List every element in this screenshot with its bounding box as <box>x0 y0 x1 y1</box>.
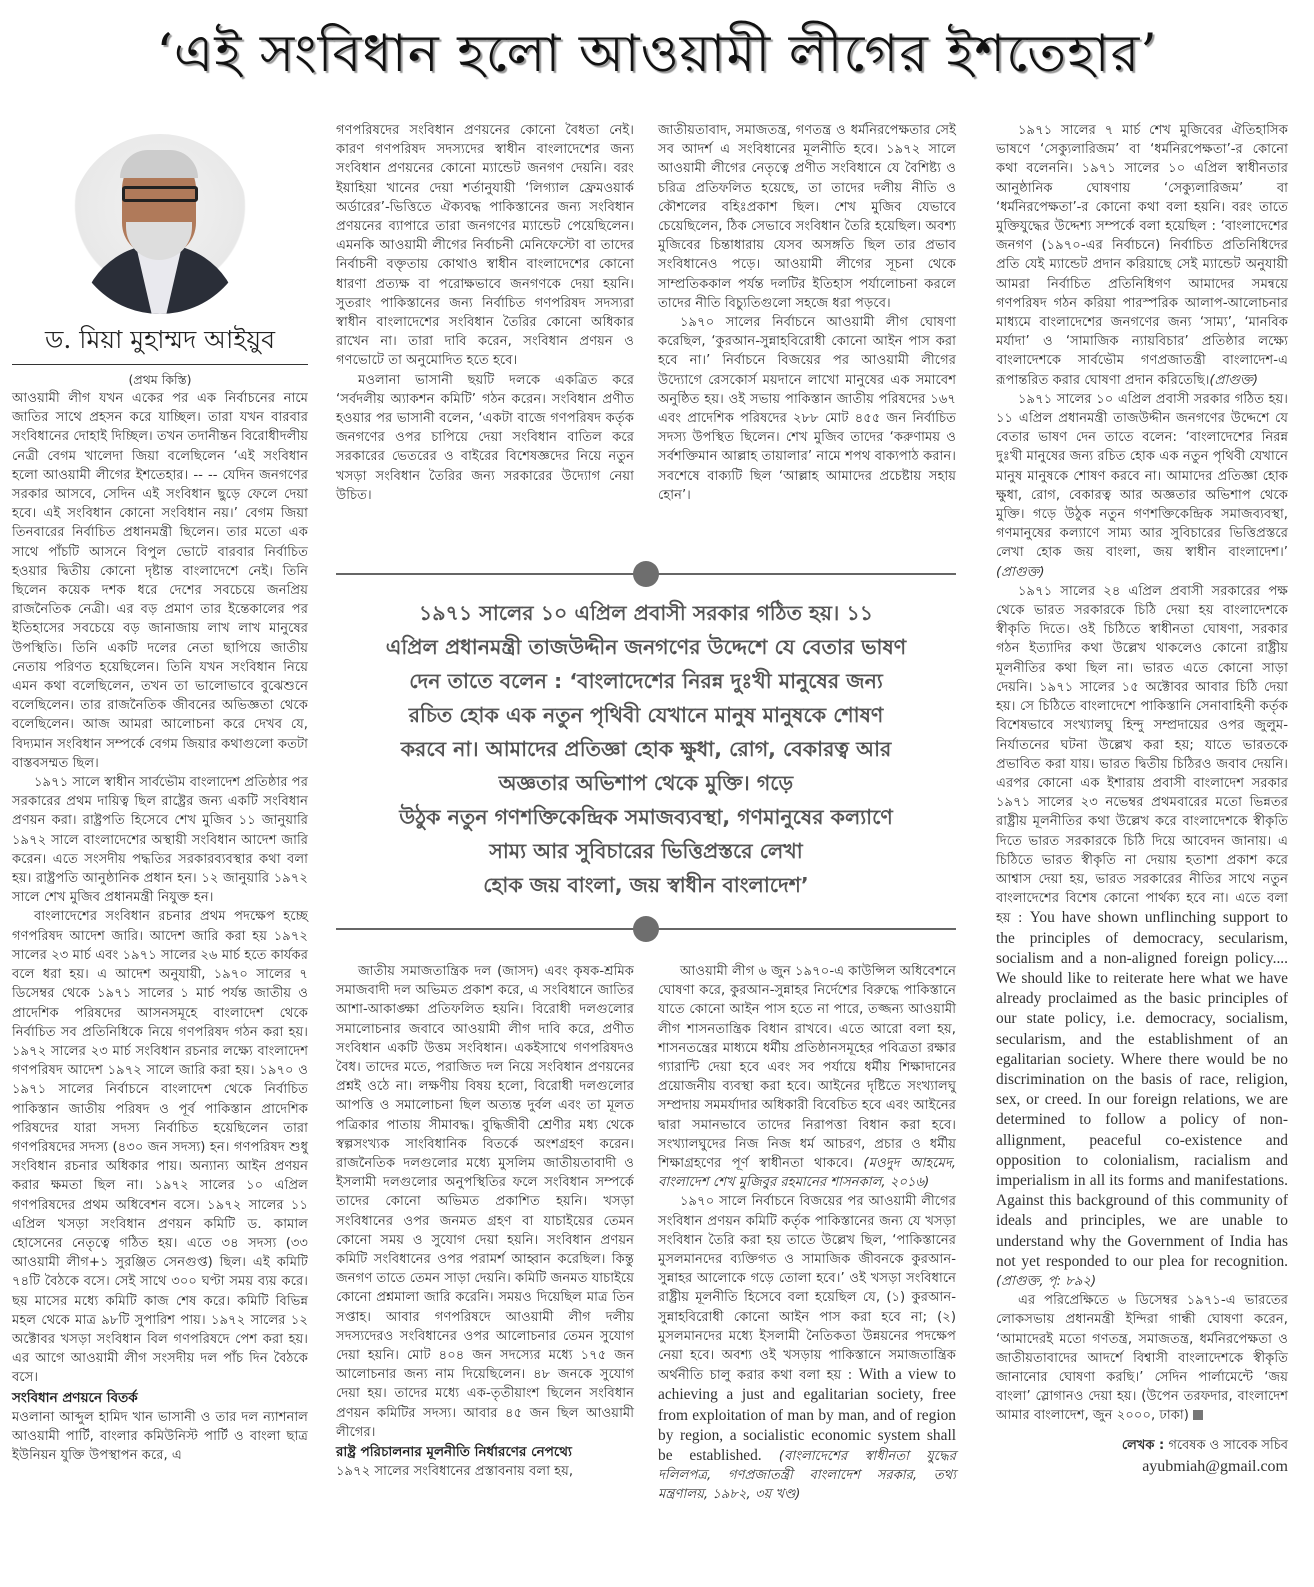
paragraph: মওলানা আব্দুল হামিদ খান ভাসানী ও তার দল ন্যাশনাল আওয়ামী পার্টি, বাংলার কমিউনিস্ট পার্টি ও বাংলা ছাত্র ইউনিয়ন যুক্তি উপস্থাপন করে, এ <box>12 1409 308 1463</box>
column-3-bottom <box>658 962 956 1505</box>
pull-quote-line: এপ্রিল প্রধানমন্ত্রী তাজউদ্দীন জনগণের উদ্দেশে যে বেতার ভাষণ <box>385 635 907 659</box>
paragraph <box>996 121 1288 390</box>
author-signoff <box>996 1436 1288 1456</box>
pull-quote-line: ১৯৭১ সালের ১০ এপ্রিল প্রবাসী সরকার গঠিত হয়। ১১ <box>418 601 874 625</box>
author-divider <box>12 364 308 365</box>
paragraph-text: ১৯৭১ সালের ১০ এপ্রিল প্রবাসী সরকার গঠিত হয়। ১১ এপ্রিল প্রধানমন্ত্রী তাজউদ্দীন জনগণের উদ্দেশে যে বেতার ভাষণ দেন তাতে বলেন: ‘বাংলাদেশের নিরন্ন দুঃখী মানুষের জন্য রচিত হোক এক নতুন পৃথিবী যেখানে মানুষ মানুষকে শোষণ করবে না। আমাদের প্রতিজ্ঞা হোক ক্ষুধা, রোগ, বেকারত্ব আর অজ্ঞতার অভিশাপ থেকে মুক্তি। গড়ে উঠুক নতুন গণশক্তিকেন্দ্রিক সমাজব্যবস্থা, গণমানুষের কল্যাণে সাম্য আর সুবিচারের ভিত্তিপ্রস্তরে লেখা হোক জয় বাংলা, জয় স্বাধীন বাংলাদেশ।’ <box>996 391 1288 561</box>
paragraph <box>996 582 1288 1291</box>
paragraph <box>996 1291 1288 1425</box>
headline: ‘এই সংবিধান হলো আওয়ামী লীগের ইশতেহার’ <box>156 24 1158 84</box>
author-photo <box>70 134 250 314</box>
section-subhead: রাষ্ট্র পরিচালনার মূলনীতি নির্ধারণের নেপথ্যে <box>336 1444 572 1461</box>
paragraph: জাতীয়তাবাদ, সমাজতন্ত্র, গণতন্ত্র ও ধর্মনিরপেক্ষতার সেই সব আদর্শ এ সংবিধানের মূলনীতি হবে। ১৯৭২ সালে আওয়ামী লীগের নেতৃত্বে প্রণীত সংবিধানে যে বৈশিষ্ট্য ও চরিত্র প্রতিফলিত হয়েছে, তা তাদের দলীয় নীতি ও কৌশলের বহিঃপ্রকাশ ছিল। শেখ মুজিব যেভাবে চেয়েছিলেন, ঠিক সেভাবে সংবিধান তৈরি হয়েছিল। অবশ্য মুজিবের চিন্তাধারায় যেসব অসঙ্গতি ছিল তার প্রভাব সংবিধানেও পড়ে। আওয়ামী লীগের সূচনা থেকে সাম্প্রতিককাল পর্যন্ত দলটির ইতিহাস পর্যালোচনা করলে তাদের নীতি বিচ্যুতিগুলো সহজে ধরা পড়বে। <box>658 123 956 311</box>
english-quote: You have shown unflinching support to the principles of democracy, secularism, socialism and a non-aligned foreign policy.... We should like to reiterate here what we have already proclaimed as the basic principles of our state policy, i.e. democracy, socialism, secularism, and the establishment of an egalitarian society. Where there would be no discrimination on the basis of race, religion, sex, or creed. In our foreign relations, we are determined to follow a policy of non-allignment, peaceful co-existence and opposition to colonialism, racialism and imperialism in all its forms and manifestations. Against this background of this community of ideals and principles, we are unable to understand why the Government of India has not yet responded to our plea for recognition. <box>996 909 1288 1270</box>
pull-quote-line: করবে না। আমাদের প্রতিজ্ঞা হোক ক্ষুধা, রোগ, বেকারত্ব আর <box>400 737 892 761</box>
installment-label: (প্রথম কিস্তি) <box>128 372 192 387</box>
paragraph: আওয়ামী লীগ যখন একের পর এক নির্বাচনের নামে জাতির সাথে প্রহসন করে যাচ্ছিল। তারা যখন বারবার সংবিধানের দোহাই দিচ্ছিল। তখন তদানীন্তন বিরোধীদলীয় নেত্রী বেগম খালেদা জিয়া বলেছিলেন ‘এই সংবিধান হলো আওয়ামী লীগের ইশতেহার। -- -- যেদিন জনগণের সরকার আসবে, সেদিন এই সংবিধান ছুড়ে ফেলে দেয়া হবে। এই সংবিধান কোনো সংবিধান নয়।’ বেগম জিয়া তিনবারের নির্বাচিত প্রধানমন্ত্রী ছিলেন। তার মতো এক সাথে পাঁচটি আসনে বিপুল ভোটে বারবার নির্বাচিত হওয়ার দ্বিতীয় কোনো দৃষ্টান্ত বাংলাদেশে নেই। তিনি ছিলেন কয়েক দশক ধরে দেশের সবচেয়ে জনপ্রিয় রাজনৈতিক নেত্রী। এর বড় প্রমাণ তার ইন্তেকালের পর ইতিহাসের সবচেয়ে বড় জানাজায় লাখ লাখ মানুষের উপস্থিতি। তিনি একটি দলের নেতা ছাপিয়ে জাতীয় নেতায় পরিণত হয়েছিলেন। তিনি যখন সংবিধান নিয়ে এমন কথা বলেছিলেন, তখন তা ভালোভাবে বুঝেশুনে বলেছিলেন। তার রাজনৈতিক জীবনের অভিজ্ঞতা থেকে বলেছিলেন। আজ আমরা আলোচনা করে দেখব যে, বিদ্যমান সংবিধান সম্পর্কে বেগম জিয়ার কথাগুলো কতটা বাস্তবসম্মত ছিল। <box>12 391 308 771</box>
column-1 <box>12 130 308 1465</box>
author-email[interactable]: ayubmiah@gmail.com <box>1142 1457 1288 1475</box>
paragraph-text: ১৯৭১ সালের ২৪ এপ্রিল প্রবাসী সরকারের পক্ষ থেকে ভারত সরকারকে চিঠি দেয়া হয় বাংলাদেশকে স্বীকৃতি দিতে। ওই চিঠিতে স্বাধীনতা ঘোষণা, সরকার গঠন ইত্যাদির কথা উল্লেখ থাকলেও কোনো রাষ্ট্রীয় মূলনীতির কথা ছিল না। ভারত এতে কোনো সাড়া দেয়নি। ১৯৭১ সালের ১৫ অক্টোবর আবার চিঠি দেয়া হয়। সে চিঠিতে বাংলাদেশে পাকিস্তানি সেনাবাহিনী কর্তৃক বিশেষভাবে সংখ্যালঘু হিন্দু সম্প্রদায়ের ওপর জুলুম-নির্যাতনের ঘটনা উল্লেখ করা হয়; যাতে ভারতকে প্রভাবিত করা যায়। ভারত দ্বিতীয় চিঠিরও জবাব দেয়নি। এরপর কোনো এক ইশারায় প্রবাসী বাংলাদেশ সরকার ১৯৭১ সালের ২৩ নভেম্বর প্রথমবারের মতো ভিন্নতর রাষ্ট্রীয় মূলনীতির কথা উল্লেখ করে বাংলাদেশকে স্বীকৃতি দিতে ভারত সরকারকে চিঠি দিয়ে আবেদন জানায়। এ চিঠিতে ভারত স্বীকৃতি না দেয়ায় হতাশা প্রকাশ করে আশ্বাস দেয়া হয়, ভারত সরকারের নীতির সাথে নতুন বাংলাদেশের বিশেষ কোনো পার্থক্য হবে না। এতে বলা হয় : <box>996 583 1288 927</box>
column-3-top <box>658 121 956 505</box>
column-2-bottom <box>336 962 634 1481</box>
pull-quote-text <box>336 596 956 902</box>
paragraph: জাতীয় সমাজতান্ত্রিক দল (জাসদ) এবং কৃষক-শ্রমিক সমাজবাদী দল অভিমত প্রকাশ করে, এ সংবিধানে জাতির আশা-আকাঙ্ক্ষা প্রতিফলিত হয়নি। বিরোধী দলগুলোর সমালোচনার জবাবে আওয়ামী লীগ দাবি করে, প্রণীত সংবিধান একটি উত্তম সংবিধান। একইসাথে গণপরিষদও বৈধ। তাদের মতে, পরাজিত দল নিয়ে সংবিধান প্রণয়নের প্রশ্নই ওঠে না। লক্ষণীয় বিষয় হলো, বিরোধী দলগুলোর আপত্তি ও সমালোচনা ছিল অত্যন্ত দুর্বল এবং তা মূলত পত্রিকার পাতায় সীমাবদ্ধ। বুদ্ধিজীবী শ্রেণীর মধ্য থেকে স্বল্পসংখ্যক সাংবিধানিক বিতর্কে অংশগ্রহণ করেন। রাজনৈতিক দলগুলোর মধ্যে মুসলিম জাতীয়তাবাদী ও ইসলামী দলগুলোর অনুপস্থিতির ফলে সংবিধান সম্পর্কে তাদের কোনো অভিমত প্রকাশিত হয়নি। খসড়া সংবিধানের ওপর জনমত গ্রহণ বা যাচাইয়ের তেমন কোনো সময় ও সুযোগ দেয়া হয়নি। সংবিধান প্রণয়ন কমিটি সংবিধানের ওপর পরামর্শ আহ্বান করেছিল। কিন্তু জনগণ তাতে তেমন সাড়া দেয়নি। কমিটি জনমত যাচাইয়ে কোনো প্রশ্নমালা জারি করেনি। সময়ও দিয়েছিল মাত্র তিন সপ্তাহ। আবার গণপরিষদে আওয়ামী লীগ দলীয় সদস্যদেরও সংবিধানের ওপর আলোচনার তেমন সুযোগ দেয়া হয়নি। মোট ৪০৪ জন সদস্যের মধ্যে ১৭৫ জন আলোচনার জন্য নাম দিয়েছিলেন। ৪৮ জনকে সুযোগ দেয়া হয়। তাদের মধ্যে এক-তৃতীয়াংশ ছিলেন সংবিধান প্রণয়ন কমিটির সদস্য। আবার ৪৫ জন ছিল আওয়ামী লীগের। <box>336 964 634 1440</box>
citation: (বাংলাদেশের স্বাধীনতা যুদ্ধের দলিলপত্র, গণপ্রজাতন্ত্রী বাংলাদেশ সরকার, তথ্য মন্ত্রণালয়, ১৯৮২, ৩য় খণ্ড) <box>658 1449 956 1503</box>
column-2-top <box>336 121 634 505</box>
pull-quote-line: রচিত হোক এক নতুন পৃথিবী যেখানে মানুষ মানুষকে শোষণ <box>408 703 884 727</box>
citation: (মওদুদ আহমেদ, বাংলাদেশ শেখ মুজিবুর রহমানের শাসনকাল, ২০১৬) <box>658 1156 956 1191</box>
paragraph: বাংলাদেশের সংবিধান রচনার প্রথম পদক্ষেপ হচ্ছে গণপরিষদ আদেশ জারি। আদেশ জারি করা হয় ১৯৭২ সালের ২৩ মার্চ এবং ১৯৭১ সালের ২৬ মার্চ হতে কার্যকর বলে ধরা হয়। এ আদেশ অনুযায়ী, ১৯৭০ সালের ৭ ডিসেম্বর থেকে ১৯৭১ সালের ১ মার্চ পর্যন্ত জাতীয় ও প্রাদেশিক পরিষদের আসনসমূহে বাংলাদেশ থেকে নির্বাচিত সব প্রতিনিধিকে নিয়ে গণপরিষদ গঠন করা হয়। ১৯৭২ সালের ২৩ মার্চ সংবিধান রচনার লক্ষ্যে বাংলাদেশ গণপরিষদ আদেশ ১৯৭২ সালে জারি করা হয়। ১৯৭০ ও ১৯৭১ সালের নির্বাচনে বাংলাদেশ থেকে নির্বাচিত পাকিস্তান জাতীয় পরিষদ ও পূর্ব পাকিস্তান প্রাদেশিক পরিষদের যারা সদস্য নির্বাচিত হয়েছিলেন তারা গণপরিষদের সদস্য (৪৩০ জন সদস্য) হন। গণপরিষদ শুধু সংবিধান রচনার অধিকার পায়। অন্যান্য আইন প্রণয়ন করার ক্ষমতা ছিল না। ১৯৭২ সালের ১০ এপ্রিল গণপরিষদের প্রথম অধিবেশন বসে। ১৯৭২ সালের ১১ এপ্রিল খসড়া সংবিধান প্রণয়ন কমিটি ড. কামাল হোসেনের নেতৃত্বে গঠিত হয়। এতে ৩৪ সদস্য (৩৩ আওয়ামী লীগ+১ সুরঞ্জিত সেনগুপ্ত) ছিল। এই কমিটি ৭৪টি বৈঠকে বসে। সেই সাথে ৩০০ ঘণ্টা সময় ব্যয় করে। ছয় মাসের মধ্যে কমিটি কাজ শেষ করে। কমিটি বিভিন্ন মহল থেকে মাত্র ৯৮টি সুপারিশ পায়। ১৯৭২ সালের ১২ অক্টোবর খসড়া সংবিধান বিল গণপরিষদে পেশ করা হয়। এর আগে আওয়ামী লীগ সংসদীয় দল পাঁচ দিন বৈঠকে বসে। <box>12 909 308 1386</box>
paragraph: ১৯৭১ সালে স্বাধীন সার্বভৌম বাংলাদেশ প্রতিষ্ঠার পর সরকারের প্রথম দায়িত্ব ছিল রাষ্ট্রের জন্য একটি সংবিধান প্রণয়ন করা। রাষ্ট্রপতি হিসেবে শেখ মুজিব ১১ জানুয়ারি ১৯৭২ সালে বাংলাদেশের অস্থায়ী সংবিধান আদেশ জারি করেন। এতে সংসদীয় পদ্ধতির সরকারব্যবস্থার কথা বলা হয়। রাষ্ট্রপতি আনুষ্ঠানিক প্রধান হন। ১২ জানুয়ারি ১৯৭২ সালে শেখ মুজিব প্রধানমন্ত্রী নিযুক্ত হন। <box>12 775 308 906</box>
pull-quote <box>336 560 956 940</box>
paragraph: গণপরিষদের সংবিধান প্রণয়নের কোনো বৈধতা নেই। কারণ গণপরিষদ সদস্যদের স্বাধীন বাংলাদেশের জন্য সংবিধান প্রণয়নের কোনো ম্যান্ডেট জনগণ দেয়নি। বরং ইয়াহিয়া খানের দেয়া শর্তানুযায়ী ‘লিগ্যাল ফ্রেমওয়ার্ক অর্ডারের’-ভিত্তিতে ঐক্যবদ্ধ পাকিস্তানের জন্য সংবিধান প্রণয়নের ব্যাপারে তারা জনগণের ম্যান্ডেট পেয়েছিলেন। এমনকি আওয়ামী লীগের নির্বাচনী মেনিফেস্টো বা তাদের নির্বাচনী বক্তৃতায় কোথাও স্বাধীন বাংলাদেশের কোনো ধারণা প্রত্যক্ষ বা পরোক্ষভাবে জনগণকে দেয়া হয়নি। সুতরাং পাকিস্তানের জন্য নির্বাচিত গণপরিষদ সদস্যরা স্বাধীন বাংলাদেশের সংবিধান তৈরির কোনো অধিকার রাখেন না। তারা দাবি করেন, সংবিধান প্রণয়ন ও গণভোটে তা অনুমোদিত হতে হবে। <box>336 123 634 369</box>
pull-quote-line: অজ্ঞতার অভিশাপ থেকে মুক্তি। গড়ে <box>498 771 794 795</box>
pull-quote-top-dot <box>633 561 659 587</box>
paragraph: মওলানা ভাসানী ছয়টি দলকে একত্রিত করে ‘সর্বদলীয় অ্যাকশন কমিটি’ গঠন করেন। সংবিধান প্রণীত হওয়ার পর ভাসানী বলেন, ‘একটা বাজে গণপরিষদ কর্তৃক জনগণের ওপর চাপিয়ে দেয়া সংবিধান বাতিল করে সরকারের ভেতরের ও বাইরের বিশেষজ্ঞদের নিয়ে নতুন খসড়া সংবিধান তৈরির জন্য সরকারের উদ্যোগ নেয়া উচিত। <box>336 372 634 503</box>
end-mark-icon <box>1193 1410 1203 1420</box>
pull-quote-line: উঠুক নতুন গণশক্তিকেন্দ্রিক সমাজব্যবস্থা, গণমানুষের কল্যাণে <box>399 805 893 829</box>
signoff-label: লেখক : <box>1121 1437 1165 1453</box>
english-quote: With a view to achieving a just and egalitarian society, free from exploitation of man by man, and of region by region, a socialistic economic system shall be established. <box>658 1366 956 1465</box>
paragraph <box>658 1192 956 1504</box>
pull-quote-bottom-dot <box>633 916 659 942</box>
paragraph <box>996 390 1288 582</box>
citation: (প্রাগুক্ত) <box>1209 372 1258 388</box>
paragraph-text: ১৯৭০ সালে নির্বাচনে বিজয়ের পর আওয়ামী লীগের সংবিধান প্রণয়ন কমিটি কর্তৃক পাকিস্তানের জন্য যে খসড়া সংবিধান তৈরি করা হয় তাতে উল্লেখ ছিল, ‘পাকিস্তানের মুসলমানদের ব্যক্তিগত ও সামাজিক জীবনকে কুরআন-সুন্নাহর আলোকে গড়ে তোলা হবে।’ ওই খসড়া সংবিধানে রাষ্ট্রীয় মূলনীতি হিসেবে বলা হয়েছিল যে, (১) কুরআন-সুন্নাহবিরোধী কোনো আইন পাস করা হবে না; (২) মুসলমানদের মধ্যে ইসলামী নৈতিকতা উন্নয়নের পদক্ষেপ নেয়া হবে। অবশ্য ওই খসড়ায় পাকিস্তানে সমাজতান্ত্রিক অর্থনীতি চালু করার কথা বলা হয় : <box>658 1194 956 1384</box>
pull-quote-line: হোক জয় বাংলা, জয় স্বাধীন বাংলাদেশ’ <box>483 873 809 897</box>
paragraph: ১৯৭০ সালের নির্বাচনে আওয়ামী লীগ ঘোষণা করেছিল, ‘কুরআন-সুন্নাহবিরোধী কোনো আইন পাস করা হবে না।’ নির্বাচনে বিজয়ের পর আওয়ামী লীগের উদ্যোগে রেসকোর্স ময়দানে লাখো মানুষের এক সমাবেশ অনুষ্ঠিত হয়। ওই সভায় পাকিস্তান জাতীয় পরিষদের ১৬৭ এবং প্রাদেশিক পরিষদের ২৮৮ মোট ৪৫৫ জন নির্বাচিত সদস্য উপস্থিত ছিলেন। শেখ মুজিব তাদের ‘করুণাময় ও সর্বশক্তিমান আল্লাহ তায়ালার’ নামে শপথ বাক্যপাঠ করান। সবশেষে বাক্যটি ছিল ‘আল্লাহ আমাদের প্রচেষ্টায় সহায় হোন’। <box>658 315 956 503</box>
paragraph-text: ১৯৭১ সালের ৭ মার্চ শেখ মুজিবের ঐতিহাসিক ভাষণে ‘সেক্যুলারিজম’ বা ‘ধর্মনিরপেক্ষতা’-র কোনো কথা বলেননি। ১৯৭১ সালের ১০ এপ্রিল স্বাধীনতার আনুষ্ঠানিক ঘোষণায় ‘সেক্যুলারিজম’ বা ‘ধর্মনিরপেক্ষতা’-র কোনো কথা বলা হয়নি। বরং তাতে মুক্তিযুদ্ধের উদ্দেশ্য সম্পর্কে বলা হয়েছিল : ‘বাংলাদেশের জনগণ (১৯৭০-এর নির্বাচনে) নির্বাচিত প্রতিনিধিদের প্রতি যেই ম্যান্ডেট প্রদান করিয়াছে সেই ম্যান্ডেট অনুযায়ী আমরা নির্বাচিত প্রতিনিধিগণ আমাদের সমন্বয়ে গণপরিষদ গঠন করিয়া পারস্পরিক আলাপ-আলোচনার মাধ্যমে বাংলাদেশের জনগণের জন্য ‘সাম্য’, ‘মানবিক মর্যাদা’ ও ‘সামাজিক ন্যায়বিচার’ প্রতিষ্ঠার লক্ষ্যে বাংলাদেশকে সার্বভৌম গণপ্রজাতন্ত্রী বাংলাদেশ-এ রূপান্তরিত করার ঘোষণা প্রদান করিতেছি। <box>996 123 1288 388</box>
paragraph-text: আওয়ামী লীগ ৬ জুন ১৯৭০-এ কাউন্সিল অধিবেশনে ঘোষণা করে, কুরআন-সুন্নাহর নির্দেশের বিরুদ্ধে পাকিস্তানে যাতে কোনো আইন পাস হতে না পারে, তজ্জন্য আওয়ামী লীগ শাসনতান্ত্রিক বিধান রাখবে। এতে আরো বলা হয়, শাসনতন্ত্রের মাধ্যমে ধর্মীয় প্রতিষ্ঠানসমূহের পবিত্রতা রক্ষার গ্যারান্টি দেয়া হবে এবং সব পর্যায়ে ধর্মীয় শিক্ষাদানের প্রয়োজনীয় ব্যবস্থা করা হবে। আইনের দৃষ্টিতে সংখ্যালঘু সম্প্রদায় সমমর্যাদার অধিকারী বিবেচিত হবে এবং আইনের দ্বারা সমানভাবে তাদের নিরাপত্তা বিধান করা হবে। সংখ্যালঘুদের নিজ নিজ ধর্ম আচরণ, প্রচার ও ধর্মীয় শিক্ষাগ্রহণের পূর্ণ স্বাধীনতা থাকবে। <box>658 964 956 1172</box>
author-name: ড. মিয়া মুহাম্মদ আইয়ুব <box>45 325 275 354</box>
paragraph: ১৯৭২ সালের সংবিধানের প্রস্তাবনায় বলা হয়, <box>336 1464 574 1480</box>
paragraph <box>658 962 956 1192</box>
column-4 <box>996 121 1288 1478</box>
section-subhead: সংবিধান প্রণয়নে বিতর্ক <box>12 1389 138 1406</box>
citation: (প্রাগুক্ত) <box>996 564 1045 580</box>
pull-quote-line: দেন তাতে বলেন : ‘বাংলাদেশের নিরন্ন দুঃখী মানুষের জন্য <box>409 669 883 693</box>
pull-quote-line: সাম্য আর সুবিচারের ভিত্তিপ্রস্তরে লেখা <box>489 839 803 863</box>
paragraph-text: এর পরিপ্রেক্ষিতে ৬ ডিসেম্বর ১৯৭১-এ ভারতের লোকসভায় প্রধানমন্ত্রী ইন্দিরা গান্ধী ঘোষণা করেন, ‘আমাদেরই মতো গণতন্ত্র, সমাজতন্ত্র, ধর্মনিরপেক্ষতা ও জাতীয়তাবাদের আদর্শে বিশ্বাসী বাংলাদেশকে স্বীকৃতি জানানোর ঘোষণা করছি।’ সেদিন পার্লামেন্টে ‘জয় বাংলা’ স্লোগানও দেয়া হয়। (উপেন তরফদার, বাংলাদেশ আমার বাংলাদেশ, জুন ২০০০, ঢাকা) <box>996 1293 1288 1424</box>
signoff-text: গবেষক ও সাবেক সচিব <box>1168 1437 1288 1453</box>
citation: (প্রাগুক্ত, পৃ: ৮৯২) <box>996 1273 1097 1289</box>
